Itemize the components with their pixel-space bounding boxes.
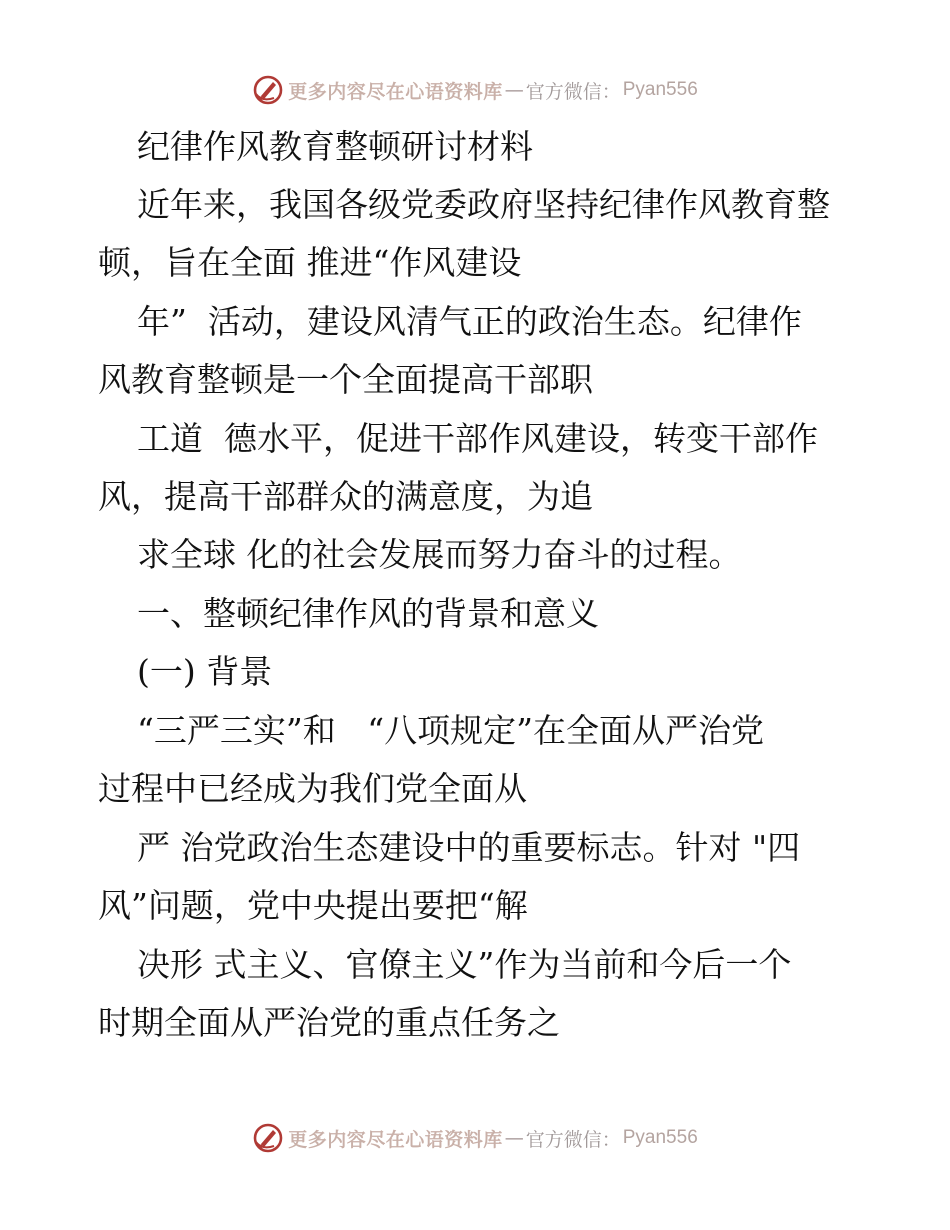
paragraph-line: 近年来，我国各级党委政府坚持纪律作风教育整 — [137, 185, 830, 224]
paragraph-line: 决形 式主义、官僚主义”作为当前和今后一个 — [137, 945, 792, 984]
paragraph-line: 风，提高干部群众的满意度，为追 — [98, 477, 593, 516]
pen-logo-icon — [252, 1122, 284, 1154]
banner-wechat-label: 官方微信： — [525, 1128, 621, 1151]
document-title: 纪律作风教育整顿研讨材料 — [137, 127, 533, 166]
pen-logo-icon — [252, 74, 284, 106]
banner-wechat-id: Pyan556 — [622, 1127, 698, 1148]
paragraph-line: 工道 德水平，促进干部作风建设，转变干部作 — [137, 419, 818, 458]
footer-banner — [0, 1118, 950, 1158]
paragraph-line: 年” 活动，建设风清气正的政治生态。纪律作 — [137, 302, 802, 341]
paragraph-line: 严 治党政治生态建设中的重要标志。针对 "四 — [137, 828, 801, 867]
paragraph-line: 顿，旨在全面 推进“作风建设 — [98, 243, 522, 282]
subsection-heading: (一) 背景 — [137, 652, 273, 691]
header-banner — [0, 70, 950, 110]
paragraph-line: 风教育整顿是一个全面提高干部职 — [98, 360, 593, 399]
section-heading: 一、整顿纪律作风的背景和意义 — [137, 594, 599, 633]
paragraph-line: “三严三实”和 “八项规定”在全面从严治党 — [137, 711, 764, 750]
banner-wechat-label: 官方微信： — [525, 80, 621, 103]
banner-text: 更多内容尽在心语资料库 — [288, 80, 503, 103]
paragraph-line: 时期全面从严治党的重点任务之 — [98, 1003, 560, 1042]
paragraph-line: 风”问题，党中央提出要把“解 — [98, 886, 528, 925]
banner-separator: — — [504, 1127, 524, 1149]
banner-text: 更多内容尽在心语资料库 — [288, 1128, 503, 1151]
paragraph-line: 求全球 化的社会发展而努力奋斗的过程。 — [137, 535, 742, 574]
paragraph-line: 过程中已经成为我们党全面从 — [98, 769, 527, 808]
banner-separator: — — [504, 79, 524, 101]
banner-wechat-id: Pyan556 — [622, 79, 698, 100]
